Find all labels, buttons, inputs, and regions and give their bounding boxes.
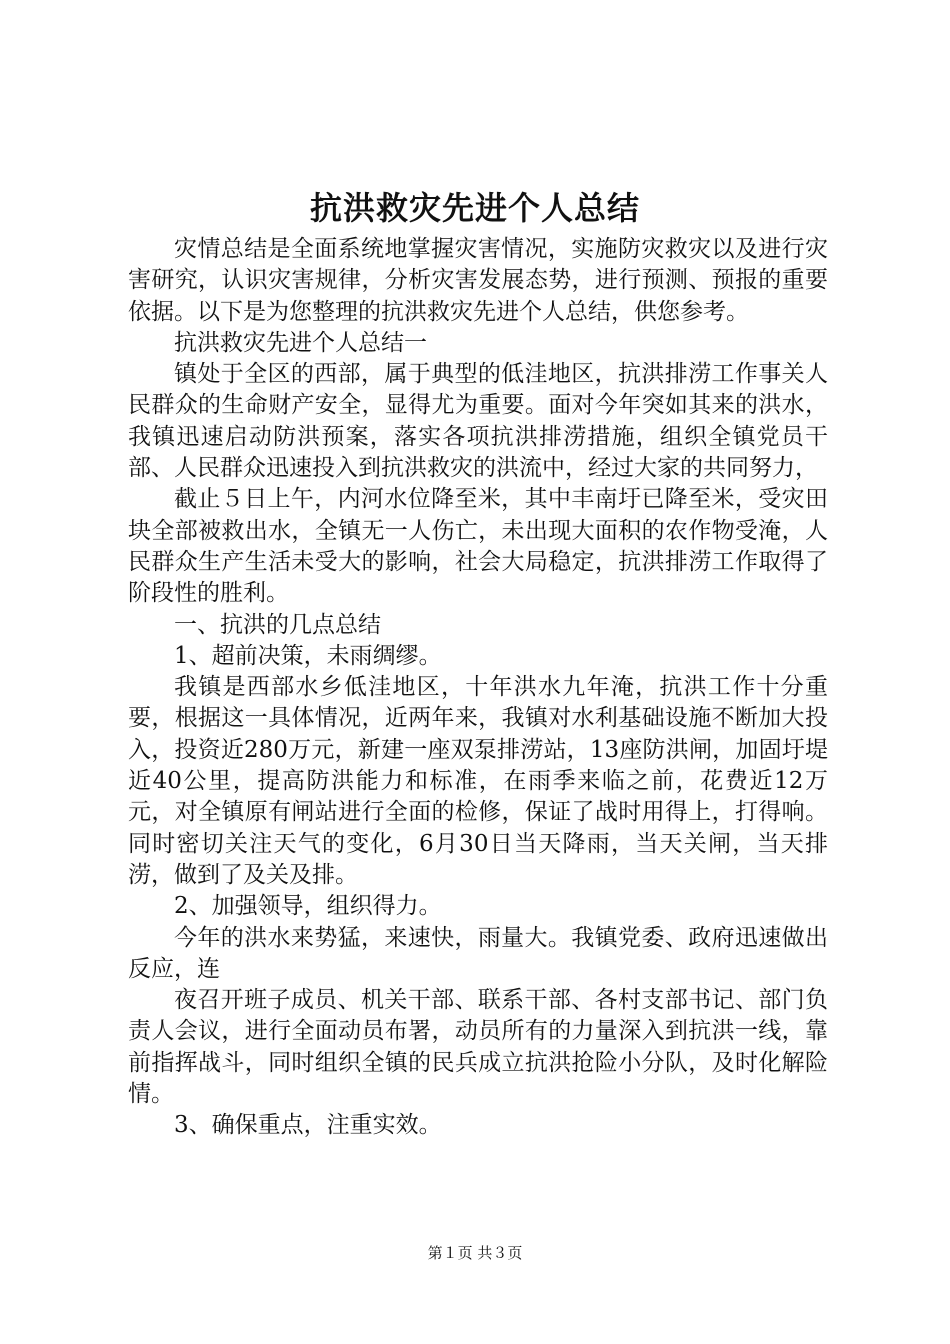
paragraph: 镇处于全区的西部，属于典型的低洼地区，抗洪排涝工作事关人民群众的生命财产安全，显得尤为重要。面对今年突如其来的洪水，我镇迅速启动防洪预案，落实各项抗洪排涝措施，组织全镇党员干部、人民群众迅速投入到抗洪救灾的洪流中，经过大家的共同努力，	[128, 361, 828, 482]
paragraph: 截止５日上午，内河水位降至米，其中丰南圩已降至米，受灾田块全部被救出水，全镇无一人伤亡，未出现大面积的农作物受淹，人民群众生产生活未受大的影响，社会大局稳定，抗洪排涝工作取得了阶段性的胜利。	[128, 486, 828, 607]
page-footer: 第１页 共３页	[427, 1244, 523, 1262]
paragraph-intro: 灾情总结是全面系统地掌握灾害情况，实施防灾救灾以及进行灾害研究，认识灾害规律，分析灾害发展态势，进行预测、预报的重要依据。以下是为您整理的抗洪救灾先进个人总结，供您参考。	[128, 236, 828, 325]
paragraph: 今年的洪水来势猛，来速快，雨量大。我镇党委、政府迅速做出反应，连	[128, 924, 828, 982]
document-title: 抗洪救灾先进个人总结	[309, 189, 640, 227]
paragraph-heading: 一、抗洪的几点总结	[174, 611, 381, 638]
paragraph-subheading: 3、确保重点，注重实效。	[174, 1112, 442, 1139]
paragraph-section-heading: 抗洪救灾先进个人总结一	[174, 329, 427, 356]
paragraph: 夜召开班子成员、机关干部、联系干部、各村支部书记、部门负责人会议，进行全面动员布署，动员所有的力量深入到抗洪一线，靠前指挥战斗，同时组织全镇的民兵成立抗洪抢险小分队，及时化解险情。	[128, 987, 828, 1108]
document-body	[128, 234, 828, 1142]
paragraph: 我镇是西部水乡低洼地区，十年洪水九年淹，抗洪工作十分重要，根据这一具体情况，近两年来，我镇对水利基础设施不断加大投入，投资近280万元，新建一座双泵排涝站，13座防洪闸，加固圩堤近40公里，提高防洪能力和标准，在雨季来临之前，花费近12万元，对全镇原有闸站进行全面的检修，保证了战时用得上，打得响。同时密切关注天气的变化，6月30日当天降雨，当天关闸，当天排涝，做到了及关及排。	[128, 674, 828, 888]
paragraph-subheading: 2、加强领导，组织得力。	[174, 893, 442, 920]
paragraph-subheading: 1、超前决策，未雨绸缪。	[174, 642, 442, 669]
